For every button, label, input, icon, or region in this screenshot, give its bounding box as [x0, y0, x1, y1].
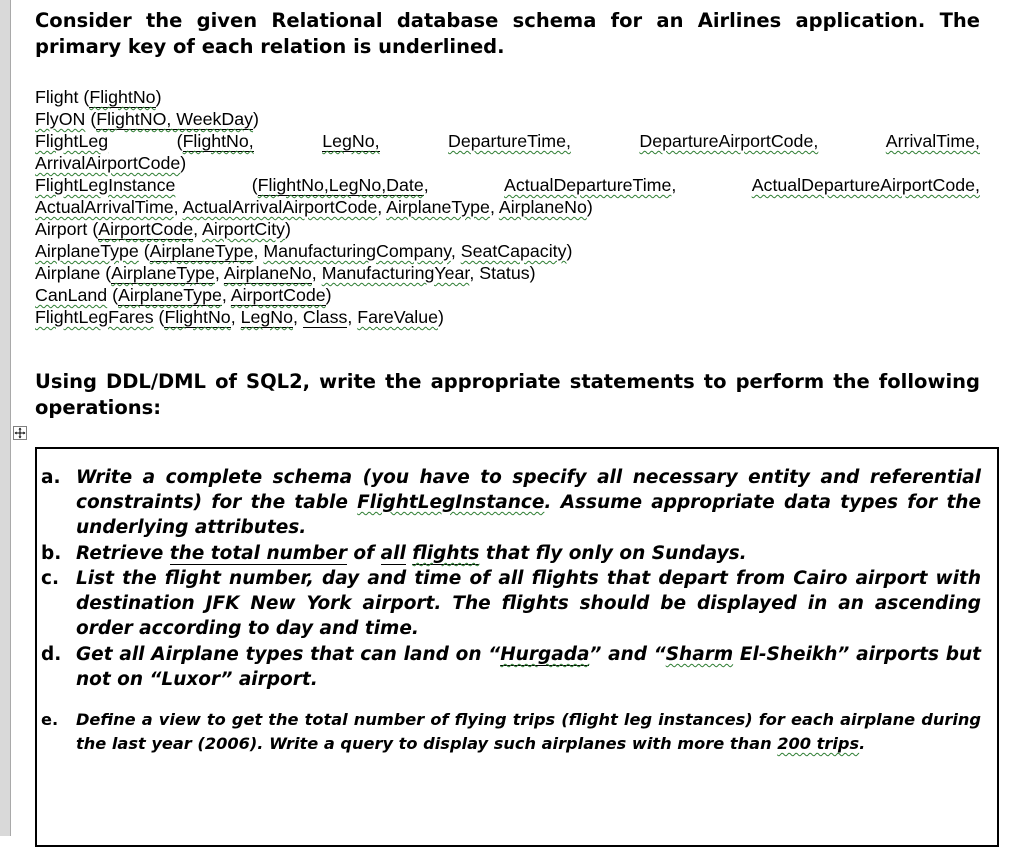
- question-a: [41, 465, 981, 540]
- relation-name: FlightLegInstance: [35, 175, 176, 195]
- attribute: DepartureAirportCode,: [639, 131, 819, 151]
- schema-flightleginstance: FlightLegInstance (FlightNo,LegNo,Date, ActualDepartureTime, ActualDepartureAirportCode,: [35, 175, 980, 195]
- schema-list: [35, 86, 980, 328]
- question-d: [41, 642, 981, 692]
- schema-canland: CanLand (AirplaneType, AirportCode): [35, 285, 332, 305]
- question-text: Write a complete schema (you have to specify all necessary entity and referential constraints) for the table: [76, 467, 981, 513]
- primary-key: AirportCode: [230, 285, 326, 305]
- table-move-handle-icon[interactable]: [13, 426, 27, 440]
- relation-name: Flight: [35, 87, 79, 107]
- question-letter: c.: [41, 568, 59, 589]
- schema-airport: Airport (AirportCode, AirportCity): [35, 219, 291, 239]
- schema-flyon: FlyON (FlightNO, WeekDay): [35, 109, 259, 129]
- attribute: FareValue: [357, 307, 438, 327]
- attribute: ActualDepartureAirportCode,: [751, 175, 980, 195]
- relation-name: Airplane: [35, 263, 101, 283]
- attribute: AirportCity: [202, 219, 286, 239]
- primary-key: LegNo: [240, 307, 293, 327]
- question-text: El-Sheikh” airports but not on “Luxor” airport.: [76, 644, 981, 690]
- relation-name: FlightLegFares: [35, 307, 154, 327]
- attribute: ActualArrivalAirportCode: [182, 197, 378, 217]
- primary-key: FlightNo,LegNo,Date: [257, 175, 424, 195]
- attribute: AirplaneType: [386, 197, 490, 217]
- question-text: Retrieve: [76, 543, 170, 564]
- underlined-word: all: [380, 543, 406, 564]
- intro-paragraph: Consider the given Relational database schema for an Airlines application. The primary key of each relation is underlined.: [35, 9, 980, 58]
- question-text: .: [859, 734, 866, 753]
- question-letter: b.: [41, 543, 62, 564]
- underlined-word: flights: [412, 543, 480, 564]
- primary-key: AirplaneNo: [223, 263, 312, 283]
- question-text: Define a view to get the total number of flying trips (flight leg instances) for each airplane during the last year (2006). Write a query to display such airplanes with more than: [76, 710, 981, 753]
- primary-key: AirplaneType: [149, 241, 254, 261]
- primary-key: FlightNO, WeekDay: [96, 109, 254, 129]
- margin-divider: [10, 0, 11, 836]
- schema-flightleginstance-cont: ActualArrivalTime, ActualArrivalAirportCode, AirplaneType, AirplaneNo): [35, 197, 593, 217]
- attribute: ActualArrivalTime: [35, 197, 174, 217]
- primary-key: LegNo,: [322, 131, 380, 151]
- operations-intro: Using DDL/DML of SQL2, write the appropriate statements to perform the following operations:: [35, 370, 980, 419]
- relation-name: FlightLeg: [35, 131, 109, 151]
- question-letter: d.: [41, 644, 62, 665]
- question-letter: e.: [41, 710, 59, 729]
- question-text: . Assume appropriate data types for the underlying attributes.: [76, 492, 982, 538]
- primary-key: FlightNo,: [182, 131, 254, 151]
- underlined-phrase: the total number: [169, 543, 347, 564]
- primary-key: FlightNo: [164, 307, 231, 327]
- attribute: Status: [479, 263, 530, 283]
- attribute: ManufacturingCompany: [263, 241, 451, 261]
- schema-flightleg: FlightLeg (FlightNo, LegNo, DepartureTime, DepartureAirportCode, ArrivalTime,: [35, 131, 980, 151]
- question-text: ” and “: [589, 644, 666, 665]
- relation-name: Airport: [35, 219, 88, 239]
- attribute: ManufacturingYear: [321, 263, 470, 283]
- schema-flightlegfares: FlightLegFares (FlightNo, LegNo, Class, FareValue): [35, 307, 444, 327]
- attribute: AirplaneNo: [498, 197, 587, 217]
- primary-key: AirplaneType: [111, 263, 215, 283]
- relation-name: CanLand: [35, 285, 108, 305]
- attribute: ActualDepartureTime: [504, 175, 672, 195]
- question-text: 200 trips: [777, 734, 860, 753]
- question-b: [41, 541, 981, 566]
- attribute: ArrivalTime,: [885, 131, 980, 151]
- question-c: [41, 566, 981, 641]
- question-e: [41, 708, 981, 756]
- question-text: Get all Airplane types that can land on “: [76, 644, 501, 665]
- schema-airplane: Airplane (AirplaneType, AirplaneNo, ManufacturingYear, Status): [35, 263, 536, 283]
- left-margin-bar: [0, 0, 10, 836]
- question-text: of: [346, 543, 381, 564]
- primary-key: AirportCode: [98, 219, 194, 239]
- place-name: Sharm: [665, 644, 734, 665]
- primary-key: Class: [302, 307, 348, 327]
- primary-key: FlightNo: [89, 87, 156, 107]
- table-name: FlightLegInstance: [357, 492, 545, 513]
- attribute: SeatCapacity: [460, 241, 567, 261]
- question-text: that fly only on Sundays.: [479, 543, 747, 564]
- place-name: Hurgada: [500, 644, 590, 665]
- relation-name: AirplaneType: [35, 241, 139, 261]
- attribute: DepartureTime,: [448, 131, 571, 151]
- primary-key: AirplaneType: [118, 285, 222, 305]
- question-text: List the flight number, day and time of all flights that depart from Cairo airport with destination JFK New York airport. The flights should be displayed in an ascending order according to day and time.: [76, 568, 981, 639]
- attribute: ArrivalAirportCode: [35, 153, 181, 173]
- relation-name: FlyON: [35, 109, 86, 129]
- question-letter: a.: [41, 467, 61, 488]
- schema-flightleg-cont: ArrivalAirportCode): [35, 153, 187, 173]
- schema-flight: Flight (FlightNo): [35, 87, 162, 107]
- schema-airplanetype: AirplaneType (AirplaneType, ManufacturingCompany, SeatCapacity): [35, 241, 573, 261]
